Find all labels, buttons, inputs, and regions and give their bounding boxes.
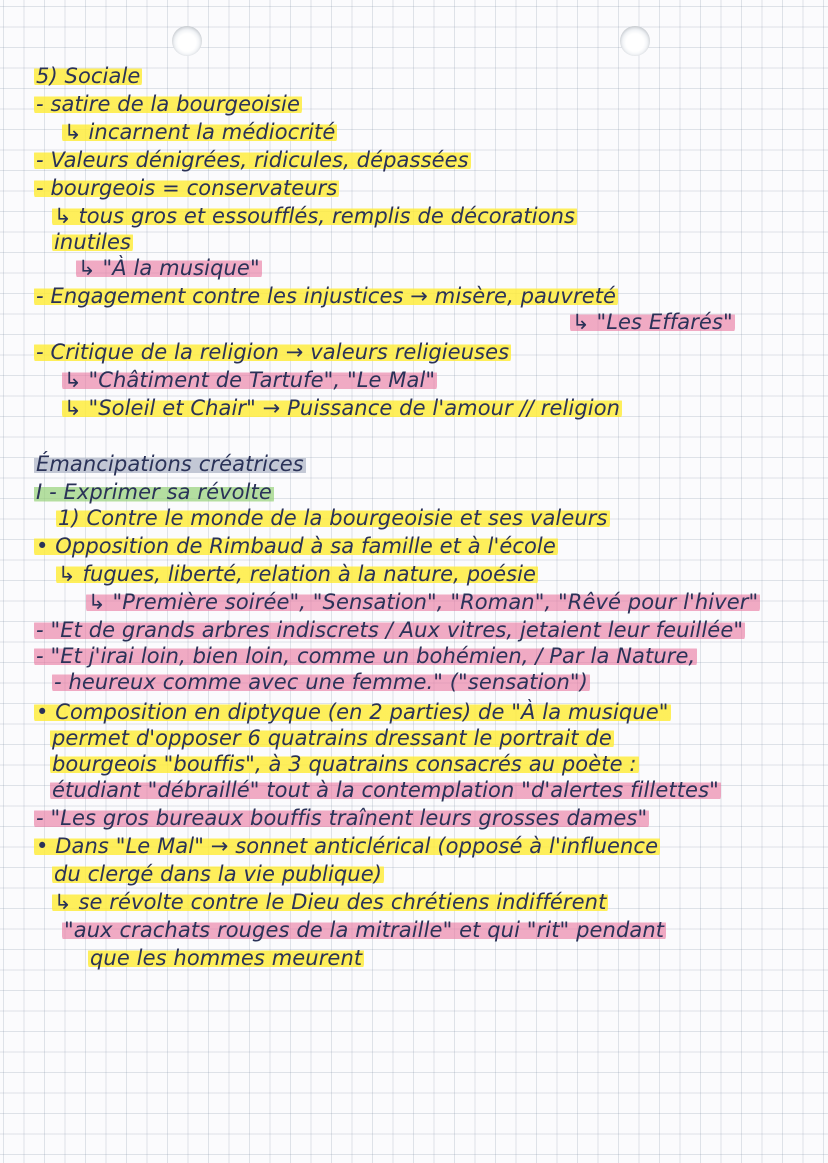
note-line-text: - heureux comme avec une femme." ("sensation")	[54, 670, 588, 694]
note-line	[62, 918, 666, 942]
section-heading-text: I - Exprimer sa révolte	[36, 480, 272, 504]
note-line	[86, 590, 760, 614]
note-line	[34, 534, 558, 558]
note-line	[88, 946, 364, 970]
note-line-text: ↳ se révolte contre le Dieu des chrétiens indifférent	[54, 890, 607, 914]
note-line-text: - "Les gros bureaux bouffis traînent leurs grosses dames"	[36, 806, 648, 830]
note-line	[76, 256, 262, 280]
note-line-text: ↳ "À la musique"	[78, 256, 260, 280]
punch-hole-left	[172, 26, 202, 56]
note-line-text: bourgeois "bouffis", à 3 quatrains consacrés au poète :	[52, 752, 637, 776]
note-line	[50, 726, 614, 750]
note-line-text: permet d'opposer 6 quatrains dressant le portrait de	[52, 726, 612, 750]
note-line-text: ↳ "Première soirée", "Sensation", "Roman", "Rêvé pour l'hiver"	[88, 590, 759, 614]
note-line-text: ↳ incarnent la médiocrité	[64, 120, 336, 144]
note-line-text: • Opposition de Rimbaud à sa famille et à l'école	[36, 534, 556, 558]
note-line	[62, 120, 337, 144]
note-line	[56, 506, 610, 530]
note-line	[34, 284, 618, 308]
note-line-text: • Dans "Le Mal" → sonnet anticlérical (opposé à l'influence	[36, 834, 659, 858]
note-line-text: du clergé dans la vie publique)	[54, 862, 383, 886]
punch-hole-right	[620, 26, 650, 56]
note-line	[34, 92, 302, 116]
note-line-text: "aux crachats rouges de la mitraille" et qui "rit" pendant	[64, 918, 665, 942]
note-line-text: ↳ fugues, liberté, relation à la nature, poésie	[58, 562, 537, 586]
note-line	[52, 862, 384, 886]
note-line	[62, 368, 437, 392]
note-line-text: - Critique de la religion → valeurs religieuses	[36, 340, 510, 364]
note-line	[52, 230, 133, 254]
note-line	[62, 396, 622, 420]
note-line-text: - Engagement contre les injustices → misère, pauvreté	[36, 284, 617, 308]
note-line-text: ↳ "Soleil et Chair" → Puissance de l'amour // religion	[64, 396, 621, 420]
section-title	[34, 452, 306, 476]
note-line-text: inutiles	[54, 230, 132, 254]
note-line	[34, 700, 671, 724]
section-heading	[34, 480, 274, 504]
note-line	[50, 778, 721, 802]
note-line	[34, 340, 511, 364]
note-line-text: - satire de la bourgeoisie	[36, 92, 301, 116]
section-title-text: Émancipations créatrices	[36, 452, 304, 476]
note-line-text: 1) Contre le monde de la bourgeoisie et ses valeurs	[58, 506, 608, 530]
note-line-text: 5) Sociale	[36, 64, 141, 88]
note-line	[52, 670, 590, 694]
note-line	[34, 834, 660, 858]
note-line-text: - bourgeois = conservateurs	[36, 176, 338, 200]
note-line-text: - "Et de grands arbres indiscrets / Aux vitres, jetaient leur feuillée"	[36, 618, 744, 642]
note-line	[34, 64, 142, 88]
note-line	[34, 176, 339, 200]
note-line-text: ↳ "Les Effarés"	[572, 310, 733, 334]
note-line-text: - "Et j'irai loin, bien loin, comme un bohémien, / Par la Nature,	[36, 644, 696, 668]
note-line	[570, 310, 735, 334]
note-line	[52, 204, 577, 228]
note-line-text: • Composition en diptyque (en 2 parties) de "À la musique"	[36, 700, 669, 724]
note-line	[56, 562, 538, 586]
note-line	[34, 618, 745, 642]
note-line	[34, 806, 649, 830]
note-line	[50, 752, 639, 776]
note-line-text: étudiant "débraillé" tout à la contemplation "d'alertes fillettes"	[52, 778, 719, 802]
note-line-text: ↳ tous gros et essoufflés, remplis de décorations	[54, 204, 576, 228]
note-line-text: - Valeurs dénigrées, ridicules, dépassées	[36, 148, 469, 172]
note-line-text: ↳ "Châtiment de Tartufe", "Le Mal"	[64, 368, 436, 392]
note-line-text: que les hommes meurent	[90, 946, 363, 970]
note-line	[34, 148, 471, 172]
note-line	[34, 644, 697, 668]
note-line	[52, 890, 608, 914]
